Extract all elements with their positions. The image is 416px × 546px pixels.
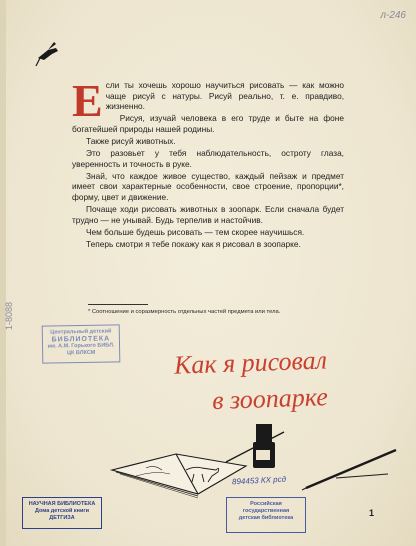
pencil-icon [306,450,396,488]
library-stamp-2: НАУЧНАЯ БИБЛИОТЕКА Дома детской книги ДЕТГИЗА [22,497,102,529]
title-line-2: в зоопарке [211,382,329,416]
intro-text [72,75,344,251]
library-stamp-3: Российская государственная детская библиотека [226,497,306,533]
pencil-mark-side: 1-8088 [4,301,14,330]
paragraph-8: Теперь смотри я тебе покажу как я рисовал в зоопарке. [86,238,301,249]
brush-icon [336,474,388,478]
footnote-rule [88,304,148,305]
handwritten-inventory-number: 894453 КХ рсд [231,474,287,487]
paragraph-1: Если ты хочешь хорошо научиться рисовать — как можно чаще рисуй с натуры. Рисуй реально, т. е. правдиво, жизненно. [72,75,344,126]
paragraph-3: Также рисуй животных. [86,135,176,146]
paragraph-6: Почаще ходи рисовать животных в зоопарк. Если сначала будет трудно — не унывай. Будь терпелив и настойчив. [72,204,344,225]
paragraph-5: Знай, что каждое живое существо, каждый пейзаж и предмет имеет свои характерные особенности, свое строение, пропорции*, форму, цвет и движение. [72,170,344,202]
title-line-1: Как я рисовал [173,345,328,380]
magpie-icon [34,38,60,74]
library-stamp-1: Центральный детский БИБЛИОТЕКА им. А.М. Горького БИБЛ. ЦК ВЛКСМ [42,324,121,363]
paragraph-2: Рисуя, изучай человека в его труде и быте на фоне богатейшей природы нашей родины. [72,113,344,134]
page-number: 1 [369,508,375,518]
page-edge [0,0,6,546]
drop-cap: Е [72,75,103,126]
paragraph-4: Это разовьет у тебя наблюдательность, остроту глаза, уверенность и точность в руке. [72,148,344,169]
pencil-mark-top: л-246 [380,10,406,21]
footnote: * Соотношение и соразмерность отдельных частей предмета или тела. [88,309,281,315]
paragraph-7: Чем больше будешь рисовать — тем скорее научишься. [86,226,305,237]
